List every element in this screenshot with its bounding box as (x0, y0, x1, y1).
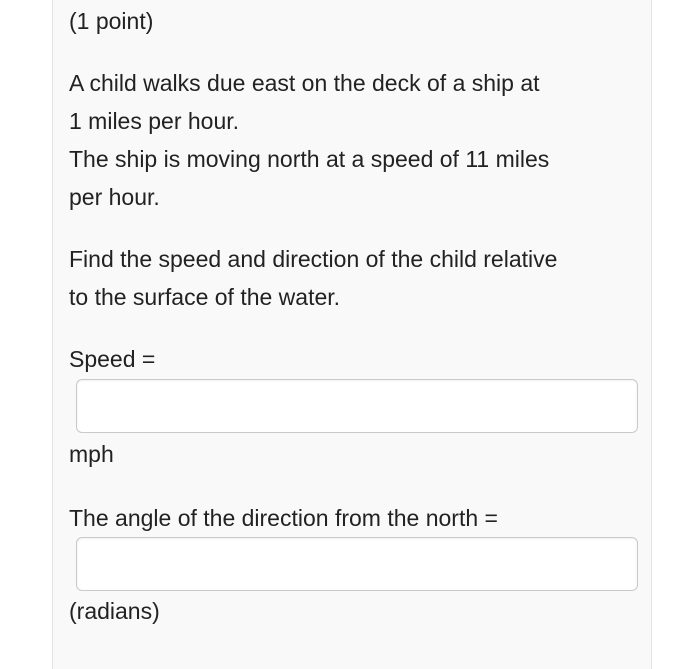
question-line-2: to the surface of the water. (69, 284, 341, 310)
angle-answer-input[interactable] (76, 537, 638, 591)
speed-answer-input[interactable] (76, 379, 638, 433)
points-label: (1 point) (69, 8, 154, 34)
question-line-1: Find the speed and direction of the child relative (69, 246, 558, 272)
statement-line-4: per hour. (69, 184, 160, 210)
statement-line-2: 1 miles per hour. (69, 108, 240, 134)
statement-line-3: The ship is moving north at a speed of 11 miles (69, 146, 550, 172)
angle-unit: (radians) (69, 598, 160, 624)
angle-label: The angle of the direction from the north = (69, 505, 498, 531)
statement-line-1: A child walks due east on the deck of a ship at (69, 70, 540, 96)
speed-label: Speed = (69, 346, 156, 372)
speed-unit: mph (69, 441, 114, 467)
